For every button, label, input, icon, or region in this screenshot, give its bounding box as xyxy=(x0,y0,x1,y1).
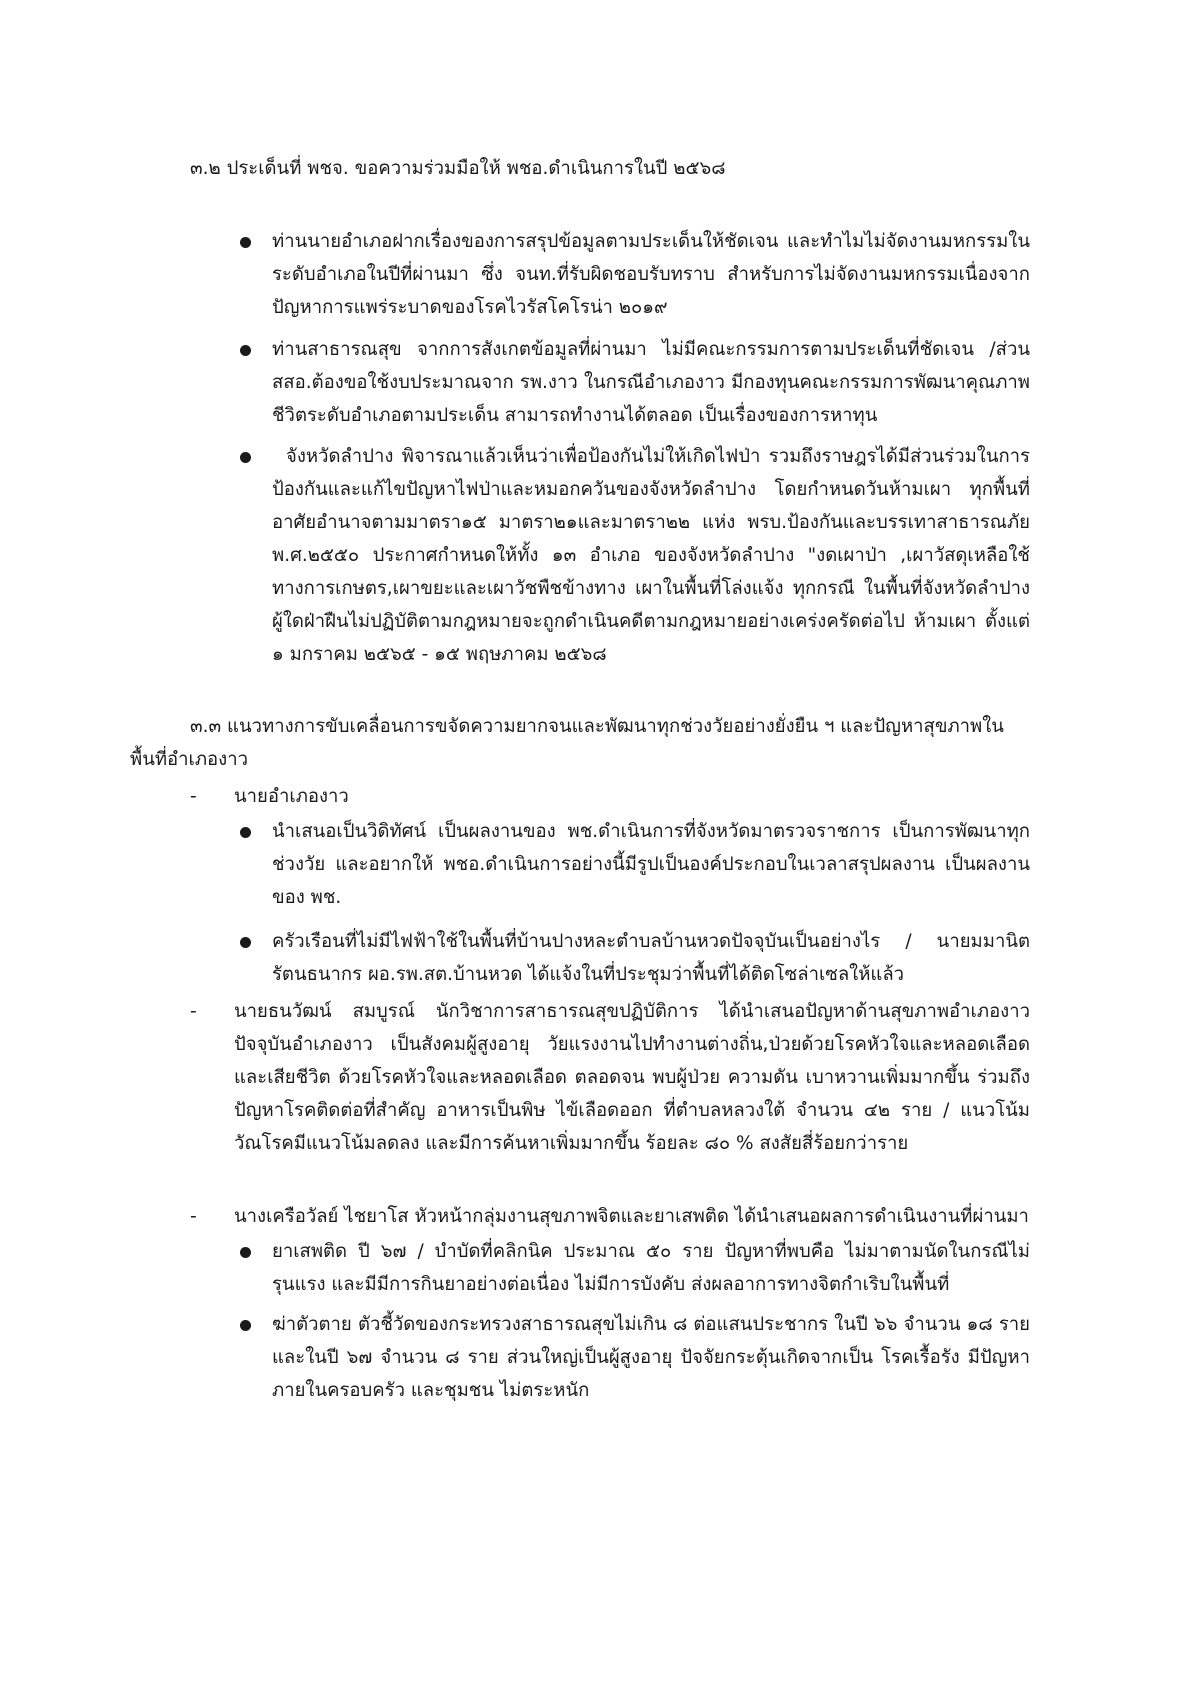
mental-health-bullet-list-2 xyxy=(240,1308,1030,1407)
bullet-icon xyxy=(240,1320,251,1331)
list-item xyxy=(240,925,1030,991)
list-item xyxy=(240,1308,1030,1407)
bullet-text: ยาเสพติด ปี ๖๗ / บำบัดที่คลิกนิค ประมาณ ๕๐ ราย ปัญหาที่พบคือ ไม่มาตามนัดในกรณีไม่รุนแรง และมีมีการกินยาอย่างต่อเนื่อง ไม่มีการบังคับ ส่งผลอาการทางจิตกำเริบในพื้นที่ xyxy=(272,1241,1030,1295)
section-3-3-heading: ๓.๓ แนวทางการขับเคลื่อนการขจัดความยากจนและพัฒนาทุกช่วงวัยอย่างยั่งยืน ฯ และปัญหาสุขภาพในพื้นที่อำเภองาว xyxy=(130,716,1004,770)
bullet-text: ครัวเรือนที่ไม่มีไฟฟ้าใช้ในพื้นที่บ้านปางหละตำบลบ้านหวดปัจจุบันเป็นอย่างไร / นายมมานิต รัตนธนากร ผอ.รพ.สต.บ้านหวด ได้แจ้งในที่ประชุมว่าพื้นที่ได้ติดโซล่าเซลให้แล้ว xyxy=(272,931,1030,985)
district-chief-bullet-list xyxy=(240,815,1030,914)
list-item xyxy=(240,333,1030,432)
list-item xyxy=(240,440,1030,671)
dash-marker: - xyxy=(190,1001,197,1022)
health-officer-text: นายธนวัฒน์ สมบูรณ์ นักวิชาการสาธารณสุขปฏิบัติการ ได้นำเสนอปัญหาด้านสุขภาพอำเภองาว ปัจจุบันอำเภองาว เป็นสังคมผู้สูงอายุ วัยแรงงานไปทำงานต่างถิ่น,ป่วยด้วยโรคหัวใจและหลอดเลือด และเสียชีวิต ด้วยโรคหัวใจและหลอดเลือด ตลอดจน พบผู้ป่วย ความดัน เบาหวานเพิ่มมากขึ้น ร่วมถึงปัญหาโรคติดต่อที่สำคัญ อาหารเป็นพิษ ไข้เลือดออก ที่ตำบลหลวงใต้ จำนวน ๔๒ ราย / แนวโน้มวัณโรคมีแนวโน้มลดลง และมีการค้นหาเพิ่มมากขึ้น ร้อยละ ๘๐ % สงสัยสี่ร้อยกว่าราย xyxy=(234,1001,1030,1154)
mental-health-item xyxy=(190,1200,1030,1233)
list-item xyxy=(240,1235,1030,1301)
bullet-icon xyxy=(240,452,251,463)
bullet-text: ท่านสาธารณสุข จากการสังเกตข้อมูลที่ผ่านมา ไม่มีคณะกรรมการตามประเด็นที่ชัดเจน /ส่วน สสอ.ต้องขอใช้งบประมาณจาก รพ.งาว ในกรณีอำเภองาว มีกองทุนคณะกรรมการพัฒนาคุณภาพชีวิตระดับอำเภอตามประเด็น สามารถทำงานได้ตลอด เป็นเรื่องของการหาทุน xyxy=(272,339,1030,426)
bullet-icon xyxy=(240,937,251,948)
dash-marker: - xyxy=(190,786,197,807)
district-chief-item xyxy=(190,780,1030,813)
section-3-2-bullet-list-3 xyxy=(240,440,1030,671)
list-item xyxy=(240,815,1030,914)
bullet-text: ฆ่าตัวตาย ตัวชี้วัดของกระทรวงสาธารณสุขไม่เกิน ๘ ต่อแสนประชากร ในปี ๖๖ จำนวน ๑๘ ราย และในปี ๖๗ จำนวน ๘ ราย ส่วนใหญ่เป็นผู้สูงอายุ ปัจจัยกระตุ้นเกิดจากเป็น โรคเรื้อรัง มีปัญหาภายในครอบครัว และชุมชน ไม่ตระหนัก xyxy=(272,1314,1030,1401)
bullet-icon xyxy=(240,827,251,838)
list-item xyxy=(240,225,1030,324)
dash-marker: - xyxy=(190,1206,197,1227)
section-3-2-heading: ๓.๒ ประเด็นที่ พชจ. ขอความร่วมมือให้ พชอ.ดำเนินการในปี ๒๕๖๘ xyxy=(190,158,726,179)
district-chief-label: นายอำเภองาว xyxy=(234,786,349,807)
bullet-text: ท่านนายอำเภอฝากเรื่องของการสรุปข้อมูลตามประเด็นให้ชัดเจน และทำไมไม่จัดงานมหกรรมในระดับอำเภอในปีที่ผ่านมา ซึ่ง จนท.ที่รับผิดชอบรับทราบ สำหรับการไม่จัดงานมหกรรมเนื่องจากปัญหาการแพร่ระบาดของโรคไวรัสโคโรน่า ๒๐๑๙ xyxy=(272,231,1030,318)
health-officer-item xyxy=(190,995,1030,1160)
section-3-2-bullet-list-2 xyxy=(240,333,1030,432)
bullet-icon xyxy=(240,345,251,356)
section-3-2-bullet-list xyxy=(240,225,1030,324)
bullet-icon xyxy=(240,237,251,248)
bullet-text: นำเสนอเป็นวิดิทัศน์ เป็นผลงานของ พช.ดำเนินการที่จังหวัดมาตรวจราชการ เป็นการพัฒนาทุกช่วงวัย และอยากให้ พชอ.ดำเนินการอย่างนี้มีรูปเป็นองค์ประกอบในเวลาสรุปผลงาน เป็นผลงานของ พช. xyxy=(272,821,1030,908)
district-chief-bullet-list-2 xyxy=(240,925,1030,991)
bullet-icon xyxy=(240,1247,251,1258)
mental-health-bullet-list xyxy=(240,1235,1030,1301)
mental-health-text: นางเครือวัลย์ ไชยาโส หัวหน้ากลุ่มงานสุขภาพจิตและยาเสพติด ได้นำเสนอผลการดำเนินงานที่ผ่านมา xyxy=(234,1206,1029,1227)
bullet-text: จังหวัดลำปาง พิจารณาแล้วเห็นว่าเพื่อป้องกันไม่ให้เกิดไฟป่า รวมถึงราษฎรได้มีส่วนร่วมในการป้องกันและแก้ไขปัญหาไฟป่าและหมอกควันของจังหวัดลำปาง โดยกำหนดวันห้ามเผา ทุกพื้นที่อาศัยอำนาจตามมาตรา๑๕ มาตรา๒๑และมาตรา๒๒ แห่ง พรบ.ป้องกันและบรรเทาสาธารณภัย พ.ศ.๒๕๕๐ ประกาศกำหนดให้ทั้ง ๑๓ อำเภอ ของจังหวัดลำปาง "งดเผาป่า ,เผาวัสดุเหลือใช้ทางการเกษตร,เผาขยะและเผาวัชพืชข้างทาง เผาในพื้นที่โล่งแจ้ง ทุกกรณี ในพื้นที่จังหวัดลำปาง ผู้ใดฝ่าฝืนไม่ปฏิบัติตามกฎหมายจะถูกดำเนินคดีตามกฎหมายอย่างเคร่งครัดต่อไป ห้ามเผา ตั้งแต่ ๑ มกราคม ๒๕๖๕ - ๑๕ พฤษภาคม ๒๕๖๘ xyxy=(272,446,1030,665)
